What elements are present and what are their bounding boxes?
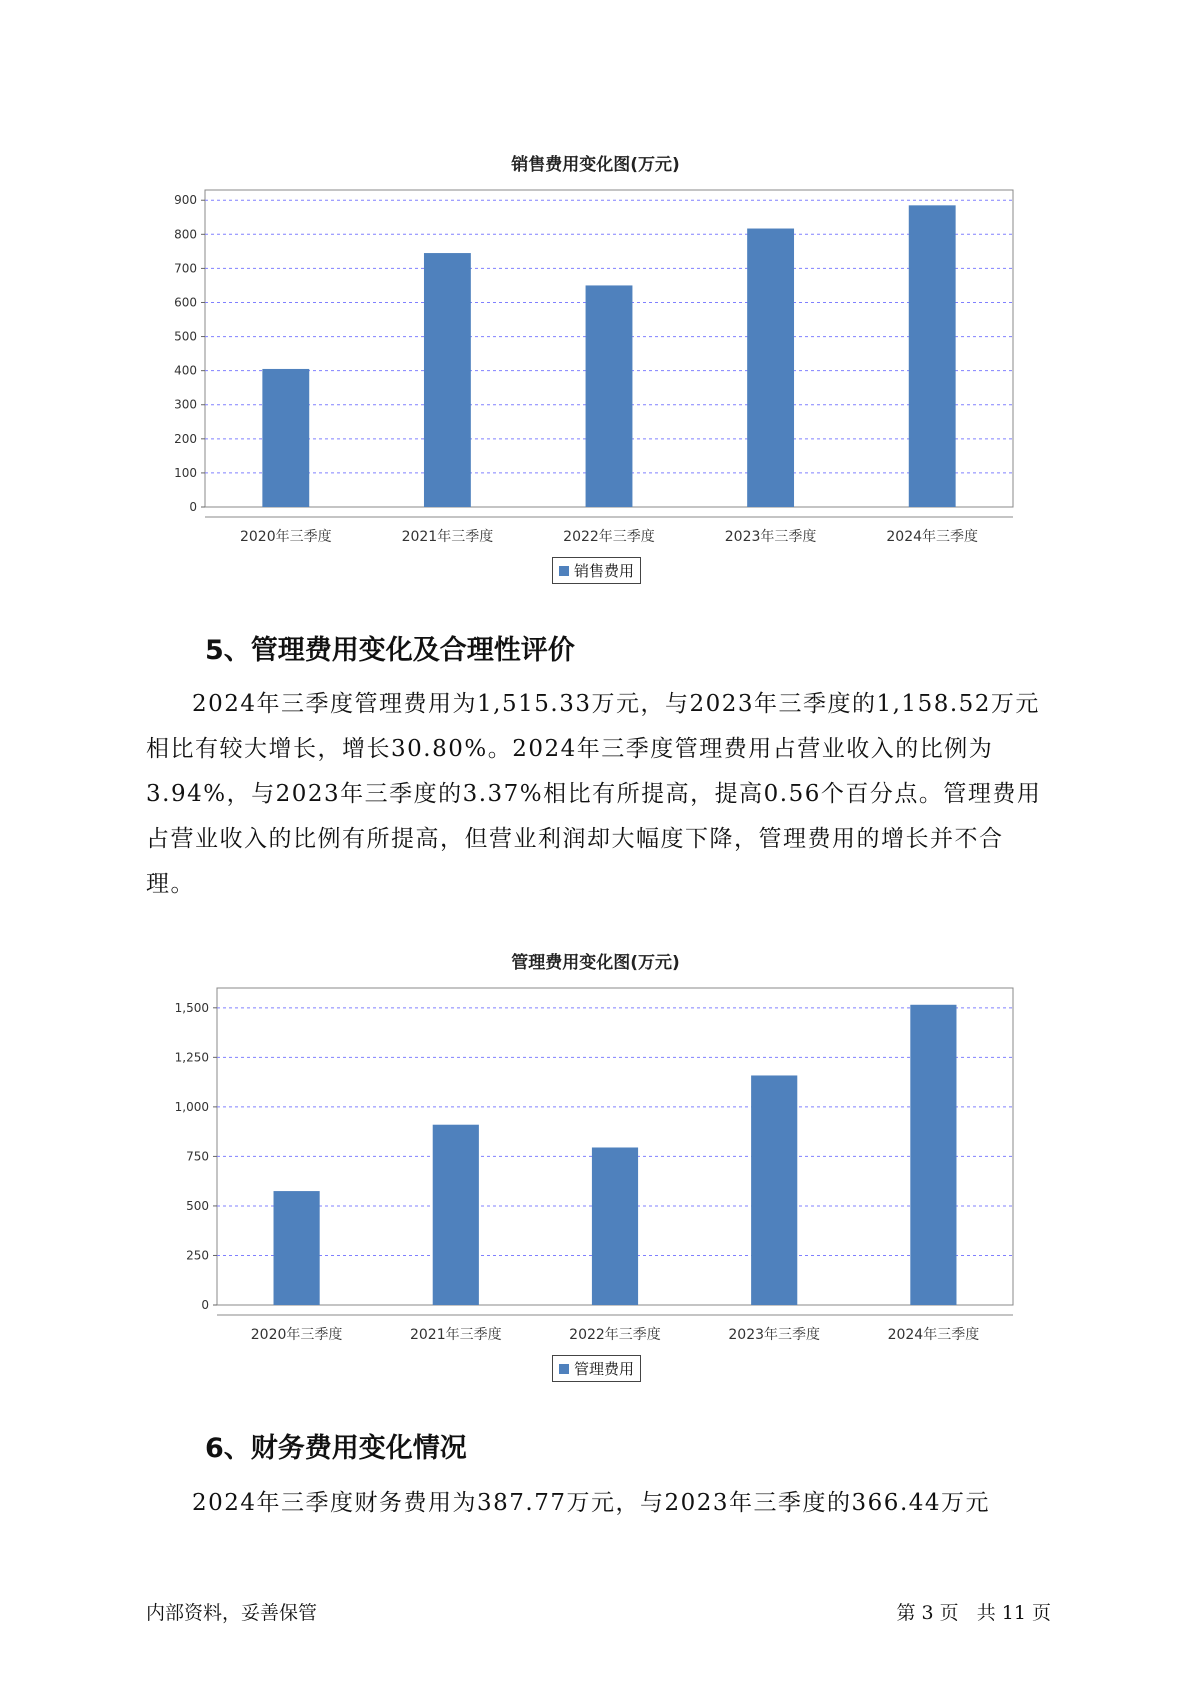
bar [433, 1125, 479, 1305]
y-tick-label: 200 [174, 431, 197, 446]
x-tick-label: 2022年三季度 [569, 1327, 661, 1343]
section5-heading: 5、管理费用变化及合理性评价 [205, 635, 575, 666]
y-tick-label: 400 [174, 363, 197, 378]
x-tick-label: 2021年三季度 [401, 529, 494, 545]
x-tick-label: 2022年三季度 [563, 529, 655, 545]
footer-confidential: 内部资料，妥善保管 [146, 1602, 318, 1624]
y-tick-label: 1,500 [174, 1000, 209, 1015]
x-tick-label: 2020年三季度 [239, 529, 332, 545]
y-tick-label: 600 [174, 295, 197, 310]
bar [274, 1191, 320, 1305]
x-tick-label: 2024年三季度 [887, 1327, 980, 1343]
x-tick-label: 2020年三季度 [250, 1327, 343, 1343]
y-tick-label: 500 [186, 1198, 209, 1213]
legend-swatch-admin [559, 1364, 569, 1374]
y-tick-label: 900 [174, 193, 197, 208]
chart2-title: 管理费用变化图(万元) [511, 953, 680, 973]
y-tick-label: 250 [186, 1248, 209, 1263]
x-tick-label: 2023年三季度 [728, 1327, 821, 1343]
y-tick-label: 1,250 [174, 1050, 209, 1065]
y-tick-label: 1,000 [174, 1099, 209, 1114]
chart1-title: 销售费用变化图(万元) [511, 155, 680, 175]
y-tick-label: 0 [189, 500, 197, 514]
y-tick-label: 0 [201, 1298, 209, 1312]
footer-page-number: 第 3 页 共 11 页 [896, 1602, 1051, 1624]
chart2-legend [552, 1355, 641, 1382]
y-tick-label: 700 [174, 261, 197, 276]
y-tick-label: 300 [174, 397, 197, 412]
y-tick-label: 100 [174, 465, 197, 480]
y-tick-label: 500 [174, 329, 197, 344]
x-tick-label: 2021年三季度 [409, 1327, 502, 1343]
bar [910, 1005, 956, 1305]
legend-label-sales: 销售费用 [574, 562, 635, 580]
y-tick-label: 750 [186, 1149, 209, 1164]
legend-label-admin: 管理费用 [574, 1360, 635, 1378]
bar [751, 1075, 797, 1305]
y-tick-label: 800 [174, 227, 197, 242]
section6-paragraph: 2024年三季度财务费用为387.77万元，与2023年三季度的366.44万元 [192, 1490, 991, 1516]
section6-heading: 6、财务费用变化情况 [205, 1433, 467, 1464]
bar [592, 1147, 638, 1305]
x-tick-label: 2023年三季度 [724, 529, 817, 545]
x-tick-label: 2024年三季度 [886, 529, 979, 545]
section5-paragraph: 2024年三季度管理费用为1,515.33万元，与2023年三季度的1,158.52万元相比有较大增长，增长30.80%。2024年三季度管理费用占营业收入的比例为3.94%，与2023年三季度的3.37%相比有所提高，提高0.56个百分点。管理费用占营业收入的比例有所提高，但营业利润却大幅度下降，管理费用的增长并不合理。 [146, 691, 1042, 897]
